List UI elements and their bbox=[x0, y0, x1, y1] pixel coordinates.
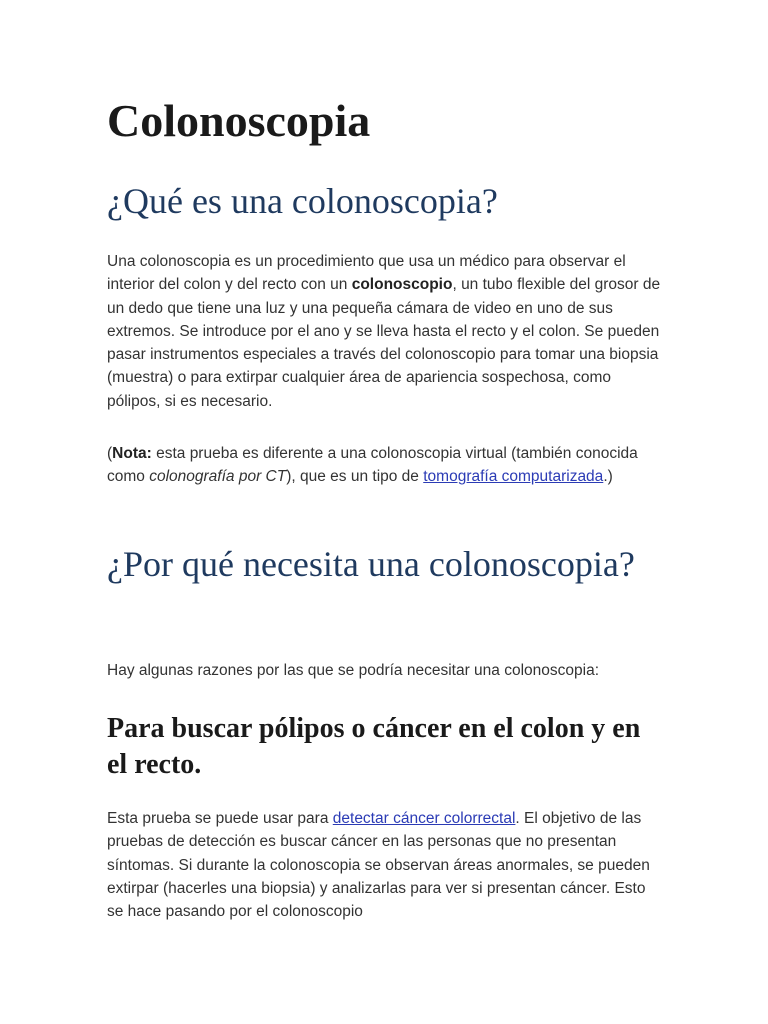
note-paren: ( bbox=[107, 445, 113, 462]
paragraph-intro: Hay algunas razones por las que se podría necesitar una colonoscopia: bbox=[107, 662, 600, 679]
paragraph-text: Una colonoscopia es un procedimiento que usa un médico para observar el interior del colon y del recto con un bbox=[107, 253, 626, 294]
section-heading-why: ¿Por qué necesita una colonoscopia? bbox=[107, 544, 635, 584]
subsection-heading-polyps: Para buscar pólipos o cáncer en el colon y en el recto. bbox=[107, 713, 641, 780]
paragraph-definition bbox=[107, 250, 662, 413]
link-detectar-cancer-colorrectal[interactable]: detectar cáncer colorrectal bbox=[332, 810, 516, 827]
bold-term-colonoscopio: colonoscopio bbox=[351, 276, 453, 294]
page-title: Colonoscopia bbox=[107, 95, 371, 146]
paragraph-text: Esta prueba se puede usar para bbox=[107, 810, 333, 827]
note-close: .) bbox=[603, 468, 613, 486]
note-text: ), que es un tipo de bbox=[286, 468, 424, 486]
italic-term: colonografía por CT bbox=[149, 468, 287, 486]
section-heading-what-is: ¿Qué es una colonoscopia? bbox=[107, 181, 498, 221]
note-text: esta prueba es diferente a una colonoscopia virtual (también conocida como bbox=[107, 445, 638, 486]
paragraph-text: . El objetivo de las pruebas de detección es buscar cáncer en las personas que no presentan síntomas. Si durante la colonoscopia se observan áreas anormales, se pueden extirpar (hacerles una biopsia) y analizarlas para ver si presentan cáncer. Esto se hace pasando por el colonoscopio bbox=[107, 810, 650, 921]
paragraph-text: , un tubo flexible del grosor de un dedo que tiene una luz y una pequeña cámara de video en uno de sus extremos. Se introduce por el ano y se lleva hasta el recto y el colon. Se pueden pasar instrumentos especiales a través del colonoscopio para tomar una biopsia (muestra) o para extirpar cualquier área de apariencia sospechosa, como pólipos, si es necesario. bbox=[107, 276, 661, 410]
paragraph-screening bbox=[107, 807, 662, 923]
link-tomografia-computarizada[interactable]: tomografía computarizada bbox=[423, 468, 604, 486]
paragraph-note bbox=[107, 442, 662, 489]
note-label: Nota: bbox=[112, 445, 152, 462]
